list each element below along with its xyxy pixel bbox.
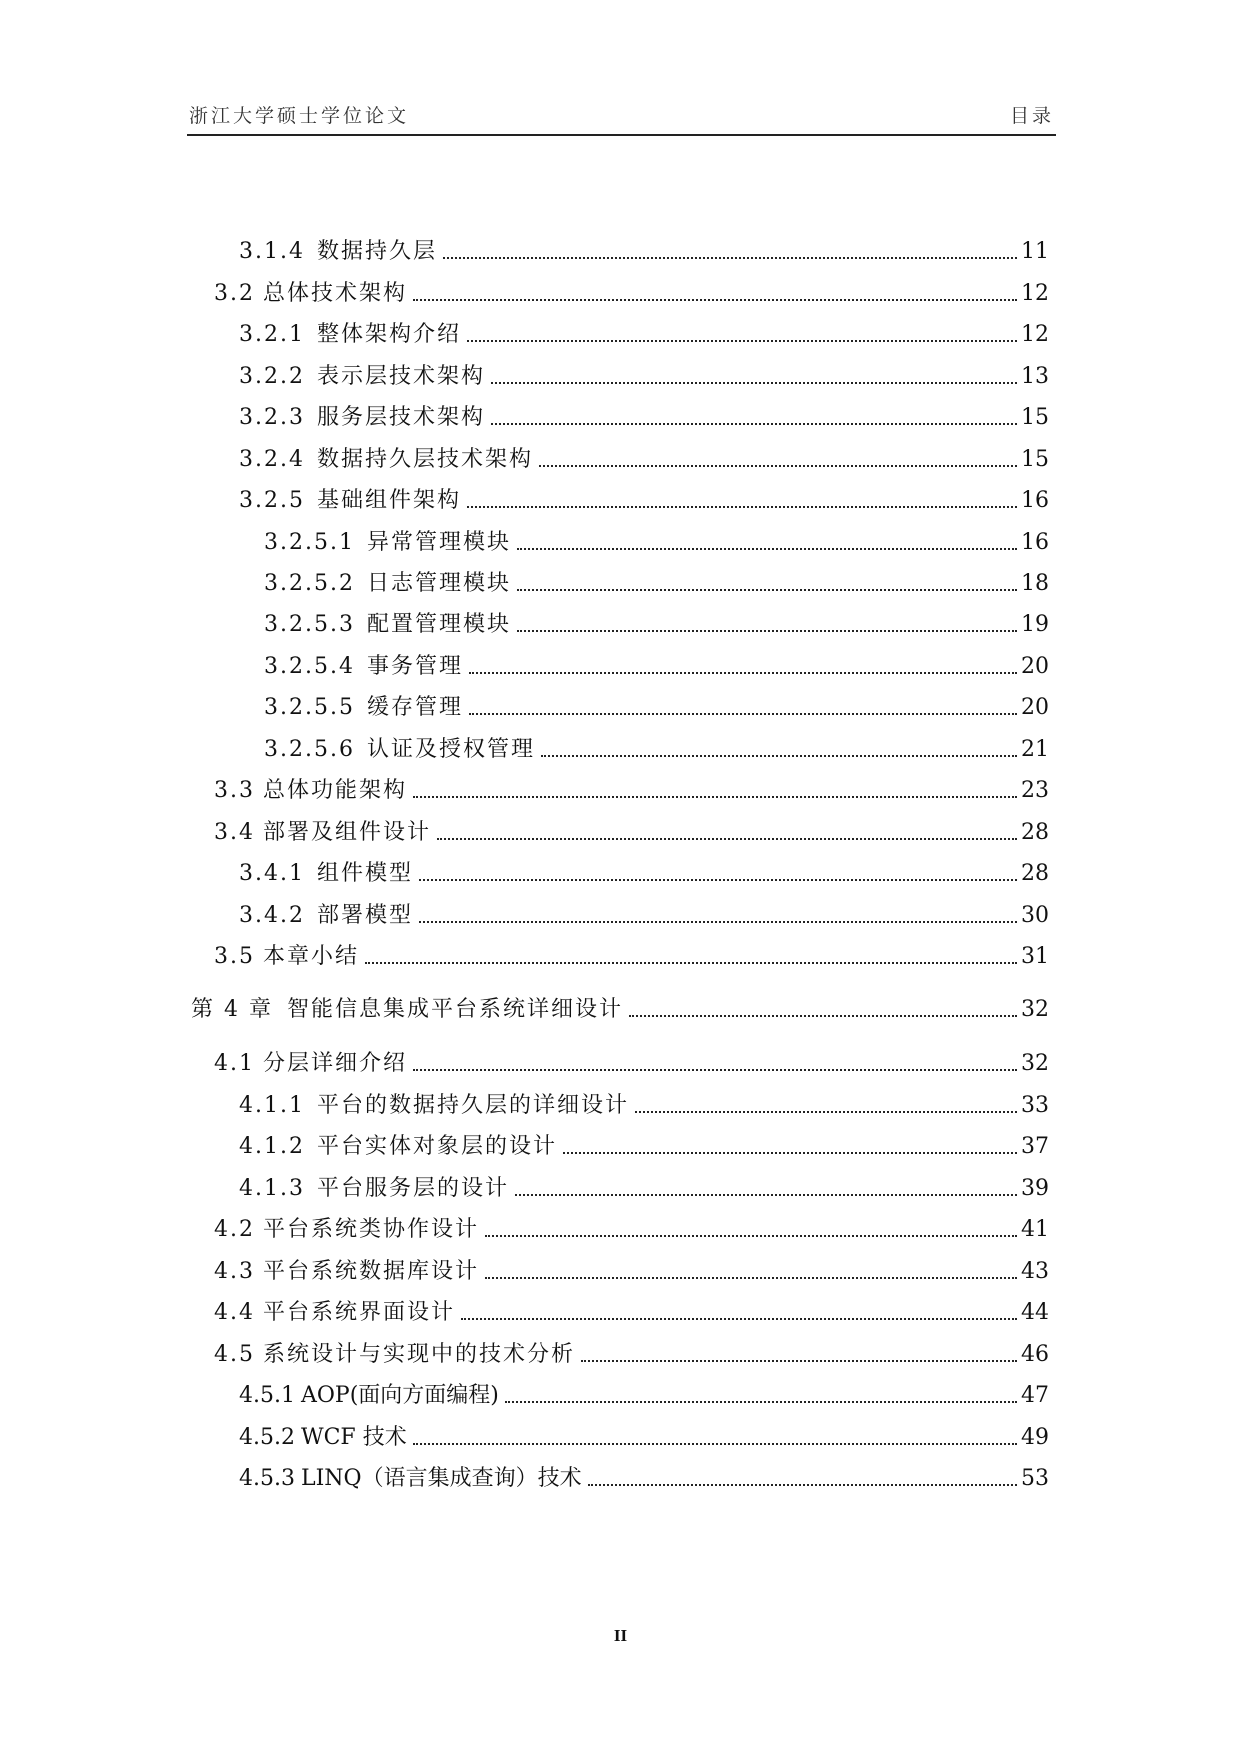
toc-entry-number: 3.2.4 [239,447,305,472]
toc-entry[interactable] [239,1087,1049,1121]
toc-entry-page: 49 [1021,1425,1049,1450]
toc-entry-page: 15 [1021,447,1049,472]
toc-entry-title: 平台的数据持久层的详细设计 [316,1093,629,1118]
toc-entry-page: 23 [1021,778,1049,803]
toc-entry-number: 4.1 [214,1051,255,1076]
toc-entry-page: 43 [1021,1259,1049,1284]
toc-entry[interactable] [239,233,1049,267]
toc-entry-page: 47 [1021,1383,1049,1408]
toc-leader [461,1318,1017,1320]
toc-entry[interactable] [214,1211,1049,1245]
toc-entry-number: 3.2.5.3 [264,612,355,637]
toc-leader [517,548,1017,550]
toc-entry-title: 分层详细介绍 [263,1051,408,1076]
toc-entry-page: 21 [1021,737,1049,762]
toc-leader [505,1401,1017,1403]
toc-entry-number: 4.1.3 [239,1176,305,1201]
toc-entry-title: 事务管理 [366,654,463,679]
toc-leader [515,1194,1017,1196]
toc-entry-number: 第 4 章 [191,997,273,1022]
toc-entry-number: 4.2 [214,1217,255,1242]
toc-entry-page: 20 [1021,654,1049,679]
toc-entry-page: 15 [1021,405,1049,430]
toc-entry-page: 46 [1021,1342,1049,1367]
toc-entry[interactable] [264,689,1049,723]
toc-entry-title: 平台实体对象层的设计 [316,1134,557,1159]
toc-leader [539,465,1017,467]
toc-entry-number: 4.4 [214,1300,255,1325]
toc-entry[interactable] [264,606,1049,640]
toc-entry-page: 16 [1021,488,1049,513]
toc-entry-title: 智能信息集成平台系统详细设计 [286,997,623,1022]
toc-entry-page: 32 [1021,997,1049,1022]
toc-entry-page: 20 [1021,695,1049,720]
toc-entry-title: WCF 技术 [300,1425,407,1450]
toc-entry-number: 4.5.3 [239,1466,295,1491]
toc-entry-title: AOP(面向方面编程) [300,1383,499,1408]
toc-leader [413,796,1017,798]
toc-entry-title: 平台服务层的设计 [316,1176,509,1201]
toc-entry-title: 日志管理模块 [366,571,511,596]
toc-leader [541,755,1017,757]
toc-entry[interactable] [214,1045,1049,1079]
toc-entry[interactable] [239,316,1049,350]
toc-entry-page: 41 [1021,1217,1049,1242]
toc-entry-title: 整体架构介绍 [316,322,461,347]
toc-entry[interactable] [214,814,1049,848]
page-number: II [613,1626,628,1645]
toc-entry-number: 3.4 [214,820,255,845]
toc-entry-title: 系统设计与实现中的技术分析 [263,1342,576,1367]
toc-entry-title: 基础组件架构 [316,488,461,513]
toc-entry[interactable] [239,897,1049,931]
toc-leader [413,299,1017,301]
toc-entry[interactable] [239,855,1049,889]
toc-entry-page: 39 [1021,1176,1049,1201]
toc-leader [629,1015,1017,1017]
toc-entry[interactable] [214,1253,1049,1287]
toc-entry-title: 本章小结 [263,944,360,969]
toc-entry-number: 3.2.5 [239,488,305,513]
toc-entry-page: 19 [1021,612,1049,637]
toc-entry-number: 3.2.5.4 [264,654,355,679]
toc-entry-page: 32 [1021,1051,1049,1076]
toc-entry-number: 3.2.2 [239,364,305,389]
toc-entry-page: 30 [1021,903,1049,928]
toc-entry-number: 3.2.5.1 [264,530,355,555]
toc-entry-title: 缓存管理 [366,695,463,720]
toc-leader [588,1484,1017,1486]
toc-entry[interactable] [214,1336,1049,1370]
toc-entry-title: 数据持久层技术架构 [316,447,533,472]
toc-entry-number: 3.4.2 [239,903,305,928]
toc-entry-page: 11 [1021,239,1049,264]
toc-leader [419,921,1017,923]
toc-entry-title: 认证及授权管理 [366,737,535,762]
toc-entry-title: 异常管理模块 [366,530,511,555]
toc-leader [467,340,1017,342]
toc-entry-title: 部署模型 [316,903,413,928]
toc-entry[interactable] [239,399,1049,433]
toc-leader [581,1360,1017,1362]
toc-entry-title: 平台系统界面设计 [263,1300,456,1325]
toc-entry-number: 3.3 [214,778,255,803]
toc-entry-number: 4.5 [214,1342,255,1367]
toc-entry-number: 4.1.1 [239,1093,305,1118]
toc-entry-page: 37 [1021,1134,1049,1159]
toc-leader [491,423,1017,425]
toc-entry-page: 31 [1021,944,1049,969]
toc-entry-number: 3.2.5.6 [264,737,355,762]
toc-entry-page: 13 [1021,364,1049,389]
toc-entry[interactable] [239,358,1049,392]
toc-entry[interactable] [239,1460,1049,1494]
toc-leader [413,1069,1017,1071]
toc-entry[interactable] [239,482,1049,516]
toc-entry-number: 4.3 [214,1259,255,1284]
toc-entry-number: 3.2.5.2 [264,571,355,596]
toc-leader [437,838,1017,840]
toc-entry-page: 12 [1021,322,1049,347]
toc-leader [517,589,1017,591]
toc-entry-number: 4.1.2 [239,1134,305,1159]
toc-leader [365,962,1017,964]
toc-chapter-entry[interactable] [191,991,1049,1025]
toc-leader [419,879,1017,881]
toc-entry-title: 组件模型 [316,861,413,886]
toc-entry-number: 3.4.1 [239,861,305,886]
toc-entry[interactable] [214,938,1049,972]
toc-entry-title: 配置管理模块 [366,612,511,637]
toc-entry-page: 12 [1021,281,1049,306]
toc-entry-page: 18 [1021,571,1049,596]
toc-entry-title: LINQ（语言集成查询）技术 [300,1466,582,1491]
toc-leader [517,630,1017,632]
toc-leader [485,1277,1017,1279]
toc-entry-number: 3.2 [214,281,255,306]
toc-entry-title: 表示层技术架构 [316,364,485,389]
toc-entry-page: 28 [1021,820,1049,845]
toc-entry-page: 53 [1021,1466,1049,1491]
toc-entry-title: 服务层技术架构 [316,405,485,430]
toc-entry[interactable] [239,1419,1049,1453]
toc-leader [635,1111,1017,1113]
toc-leader [563,1152,1017,1154]
toc-entry[interactable] [214,1294,1049,1328]
toc-leader [469,713,1017,715]
toc-entry[interactable] [264,565,1049,599]
toc-leader [469,672,1017,674]
toc-entry-title: 部署及组件设计 [263,820,432,845]
toc-entry-number: 3.1.4 [239,239,305,264]
toc-entry[interactable] [264,524,1049,558]
thesis-title-header: 浙江大学硕士学位论文 [189,105,410,127]
toc-entry-title: 总体功能架构 [263,778,408,803]
toc-entry-number: 3.5 [214,944,255,969]
toc-entry-page: 16 [1021,530,1049,555]
toc-leader [413,1443,1017,1445]
toc-entry-page: 44 [1021,1300,1049,1325]
toc-leader [443,257,1017,259]
toc-entry[interactable] [239,1128,1049,1162]
toc-leader [485,1235,1017,1237]
toc-entry-number: 3.2.1 [239,322,305,347]
toc-entry-page: 33 [1021,1093,1049,1118]
section-header: 目录 [1009,105,1054,127]
toc-entry[interactable] [239,441,1049,475]
toc-entry-number: 4.5.1 [239,1383,295,1408]
toc-entry-title: 平台系统类协作设计 [263,1217,480,1242]
toc-entry[interactable] [264,731,1049,765]
toc-entry-title: 总体技术架构 [263,281,408,306]
toc-entry-number: 4.5.2 [239,1425,295,1450]
toc-entry-title: 平台系统数据库设计 [263,1259,480,1284]
toc-entry[interactable] [239,1377,1049,1411]
toc-entry-page: 28 [1021,861,1049,886]
toc-entry-title: 数据持久层 [316,239,437,264]
toc-entry[interactable] [214,275,1049,309]
toc-entry-number: 3.2.5.5 [264,695,355,720]
toc-leader [491,382,1017,384]
toc-entry[interactable] [239,1170,1049,1204]
toc-entry[interactable] [214,772,1049,806]
toc-entry-number: 3.2.3 [239,405,305,430]
toc-entry[interactable] [264,648,1049,682]
toc-leader [467,506,1017,508]
